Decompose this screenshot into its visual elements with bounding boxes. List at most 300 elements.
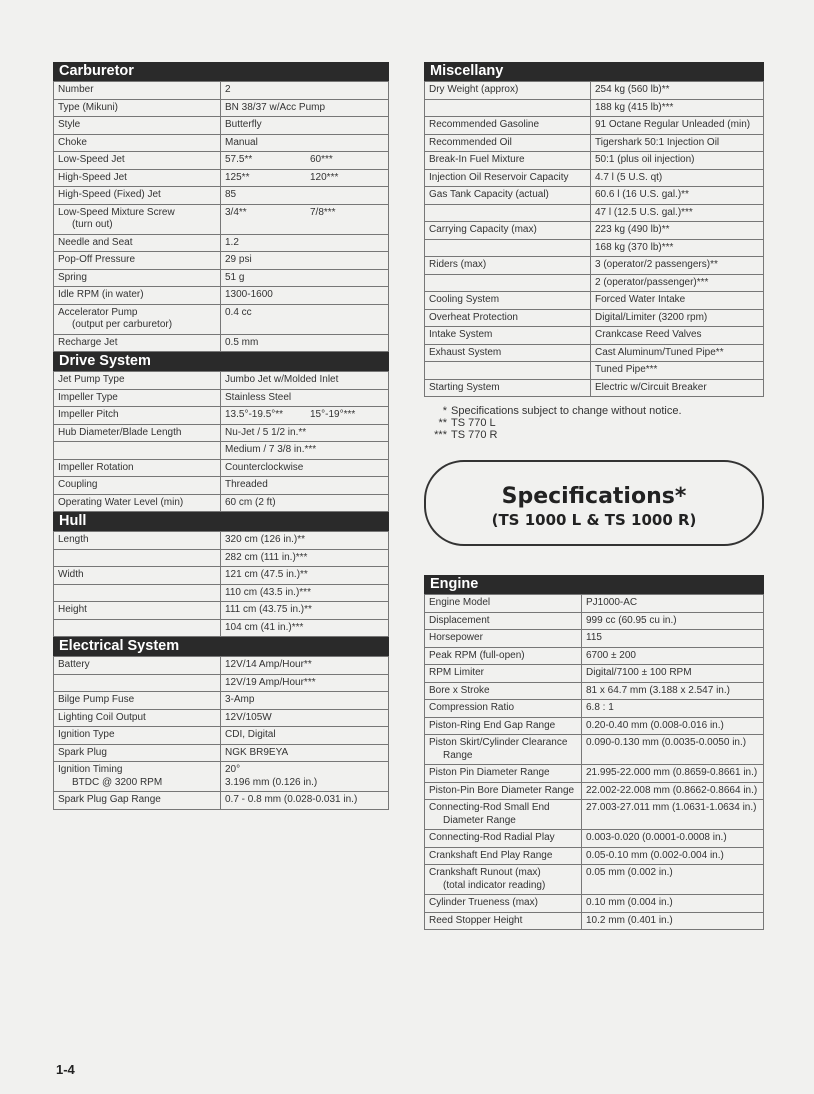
spec-value-alt: 60*** (310, 154, 333, 165)
spec-label-cell (54, 657, 221, 675)
spec-label-cell (54, 619, 221, 637)
spec-value-cell (591, 82, 764, 100)
spec-value: Forced Water Intake (595, 294, 686, 305)
electrical-section (53, 637, 389, 810)
spec-label: Riders (max) (429, 259, 487, 270)
spec-label: Exhaust System (429, 346, 502, 358)
spec-value-cell (591, 222, 764, 240)
spec-value-cell (591, 292, 764, 310)
electrical-table (53, 656, 389, 810)
spec-label-cell (425, 717, 582, 735)
table-row (54, 234, 389, 252)
spec-value: Nu-Jet / 5 1/2 in.** (225, 426, 307, 438)
spec-label: Connecting-Rod Radial Play (429, 832, 555, 843)
spec-value-cell (591, 362, 764, 380)
spec-value: 60.6 l (16 U.S. gal.)** (595, 189, 689, 200)
table-row (425, 830, 764, 848)
spec-value-cell (221, 584, 389, 602)
spec-value-alt: 120*** (310, 171, 339, 183)
spec-value: 3-Amp (225, 694, 255, 705)
spec-label-cell (54, 494, 221, 512)
spec-value-cell (221, 407, 389, 425)
spec-value: 51 g (225, 271, 245, 283)
spec-label-cell (425, 327, 591, 345)
spec-label: Type (Mikuni) (58, 101, 119, 113)
spec-label: Battery (58, 659, 90, 670)
spec-label-sub: Range (443, 749, 473, 761)
table-row (425, 865, 764, 895)
spec-value-cell (591, 344, 764, 362)
spec-label-cell (425, 830, 582, 848)
table-row (54, 424, 389, 442)
spec-value-cell (591, 117, 764, 135)
table-row (54, 532, 389, 550)
spec-label-cell (425, 117, 591, 135)
engine-table (424, 594, 764, 930)
table-row (54, 117, 389, 135)
specifications-title: Specifications* (501, 484, 687, 509)
table-row (425, 327, 764, 345)
spec-label-cell (425, 292, 591, 310)
table-row (425, 292, 764, 310)
spec-value: 50:1 (plus oil injection) (595, 154, 695, 165)
spec-value-cell (582, 782, 764, 800)
spec-value: 104 cm (41 in.)*** (225, 621, 304, 633)
table-row (54, 389, 389, 407)
spec-value: 60 cm (2 ft) (225, 496, 276, 508)
spec-value-cell (591, 187, 764, 205)
spec-value-cell (221, 134, 389, 152)
spec-label: Low-Speed Mixture Screw (58, 206, 175, 218)
spec-label-cell (54, 424, 221, 442)
spec-label: Crankshaft End Play Range (429, 849, 553, 861)
table-row (425, 309, 764, 327)
spec-label-cell (425, 309, 591, 327)
hull-table (53, 531, 389, 637)
spec-value: 81 x 64.7 mm (3.188 x 2.547 in.) (586, 684, 730, 696)
spec-label-cell (54, 252, 221, 270)
spec-value: 27.003-27.011 mm (1.0631-1.0634 in.) (586, 802, 757, 813)
table-row (425, 847, 764, 865)
table-row (54, 744, 389, 762)
table-row (425, 274, 764, 292)
spec-label-cell (425, 169, 591, 187)
spec-value: 21.995-22.000 mm (0.8659-0.8661 in.) (586, 767, 758, 778)
spec-label-cell (425, 274, 591, 292)
spec-label-cell (425, 647, 582, 665)
spec-label-cell (54, 567, 221, 585)
table-row (54, 567, 389, 585)
spec-label-cell (425, 82, 591, 100)
spec-value: 13.5°-19.5°** (225, 409, 284, 420)
spec-label-cell (54, 727, 221, 745)
table-row (54, 334, 389, 352)
table-row (54, 99, 389, 117)
spec-value: 999 cc (60.95 cu in.) (586, 614, 677, 626)
spec-label-sub: (turn out) (72, 219, 113, 230)
table-row (425, 630, 764, 648)
spec-label-cell (425, 99, 591, 117)
table-row (54, 304, 389, 334)
table-row (425, 700, 764, 718)
table-row (425, 117, 764, 135)
spec-value-cell (582, 765, 764, 783)
section-heading: Hull (53, 512, 389, 531)
section-heading: Miscellany (424, 62, 764, 81)
spec-label-sub: (output per carburetor) (72, 319, 173, 330)
footnote-mark: *** (434, 429, 447, 441)
drive-section (53, 352, 389, 512)
spec-label: Gas Tank Capacity (actual) (429, 189, 549, 200)
spec-value-cell (221, 692, 389, 710)
spec-value-cell (221, 372, 389, 390)
table-row (54, 82, 389, 100)
spec-label: Idle RPM (in water) (58, 289, 144, 300)
table-row (425, 99, 764, 117)
spec-value: Counterclockwise (225, 461, 304, 473)
spec-value-cell (591, 327, 764, 345)
table-row (425, 765, 764, 783)
spec-value: 0.5 mm (225, 336, 259, 348)
spec-value: PJ1000-AC (586, 597, 638, 608)
spec-value: 12V/19 Amp/Hour*** (225, 676, 316, 688)
spec-value-cell (221, 82, 389, 100)
spec-value: 57.5** (225, 154, 253, 165)
spec-label: High-Speed Jet (58, 171, 127, 183)
table-row (425, 912, 764, 930)
footnote-mark: * (442, 405, 447, 417)
spec-label-cell (425, 800, 582, 830)
table-row (54, 619, 389, 637)
table-row (54, 187, 389, 205)
spec-label: Ignition Type (58, 729, 115, 740)
footnote (427, 405, 682, 417)
spec-value-cell (221, 494, 389, 512)
specifications-subtitle: (TS 1000 L & TS 1000 R) (491, 511, 697, 529)
spec-label-cell (54, 762, 221, 792)
table-row (54, 269, 389, 287)
spec-label: Compression Ratio (429, 702, 515, 713)
spec-label-cell (54, 792, 221, 810)
spec-label: Cylinder Trueness (max) (429, 897, 538, 908)
spec-value-cell (221, 99, 389, 117)
spec-value: 320 cm (126 in.)** (225, 534, 306, 545)
spec-label-cell (425, 612, 582, 630)
spec-value-cell (221, 304, 389, 334)
spec-label: Lighting Coil Output (58, 711, 146, 723)
table-row (54, 494, 389, 512)
spec-label: Height (58, 604, 87, 615)
spec-value-cell (591, 309, 764, 327)
spec-value: 47 l (12.5 U.S. gal.)*** (595, 206, 693, 218)
spec-label: Starting System (429, 381, 500, 393)
spec-value: 6700 ± 200 (586, 649, 636, 661)
spec-label-cell (425, 379, 591, 397)
spec-value: 0.20-0.40 mm (0.008-0.016 in.) (586, 719, 724, 731)
spec-value: Medium / 7 3/8 in.*** (225, 444, 317, 455)
spec-label: Crankshaft Runout (max) (429, 867, 541, 878)
footnote-text: TS 770 R (451, 429, 498, 441)
spec-value: 115 (586, 632, 602, 643)
spec-value: BN 38/37 w/Acc Pump (225, 101, 326, 113)
spec-value-cell (582, 700, 764, 718)
spec-value-cell (582, 800, 764, 830)
spec-label-cell (425, 847, 582, 865)
spec-value-cell (582, 665, 764, 683)
table-row (425, 379, 764, 397)
spec-value-cell (221, 477, 389, 495)
spec-label: Low-Speed Jet (58, 154, 125, 165)
spec-value: 168 kg (370 lb)*** (595, 241, 674, 253)
spec-value: 0.7 - 0.8 mm (0.028-0.031 in.) (225, 794, 358, 805)
spec-label-cell (54, 134, 221, 152)
spec-label-cell (425, 362, 591, 380)
spec-label: Recommended Oil (429, 136, 512, 148)
spec-value-cell (221, 744, 389, 762)
spec-label: Horsepower (429, 632, 483, 643)
spec-value-cell (221, 459, 389, 477)
table-row (425, 682, 764, 700)
spec-label: Spark Plug (58, 746, 107, 758)
spec-label-cell (54, 602, 221, 620)
spec-label: Peak RPM (full-open) (429, 649, 525, 661)
footnote-mark: ** (438, 417, 447, 429)
spec-value-pair (225, 409, 384, 422)
spec-value-cell (221, 792, 389, 810)
spec-value-cell (582, 735, 764, 765)
spec-label: Dry Weight (approx) (429, 84, 519, 95)
spec-value-cell (221, 567, 389, 585)
spec-value-cell (221, 187, 389, 205)
spec-value: NGK BR9EYA (225, 746, 289, 758)
spec-value: 0.003-0.020 (0.0001-0.0008 in.) (586, 832, 727, 843)
spec-value: 3/4** (225, 206, 247, 218)
spec-label: High-Speed (Fixed) Jet (58, 189, 161, 200)
spec-value-cell (221, 389, 389, 407)
spec-value: 12V/105W (225, 711, 272, 723)
spec-value-cell (221, 287, 389, 305)
table-row (425, 187, 764, 205)
spec-label-cell (425, 782, 582, 800)
spec-value-cell (221, 269, 389, 287)
spec-label: Pop-Off Pressure (58, 254, 136, 265)
spec-value: Threaded (225, 479, 268, 490)
table-row (54, 442, 389, 460)
spec-value: Cast Aluminum/Tuned Pipe** (595, 346, 724, 358)
spec-label-cell (54, 82, 221, 100)
spec-value-cell (591, 152, 764, 170)
spec-value-cell (221, 252, 389, 270)
footnote (427, 417, 682, 429)
spec-label-cell (425, 134, 591, 152)
spec-label-sub: BTDC @ 3200 RPM (72, 776, 163, 788)
spec-label-cell (425, 187, 591, 205)
spec-label: Connecting-Rod Small End (429, 802, 550, 813)
spec-value-alt: 15°-19°*** (310, 409, 356, 420)
spec-label-cell (425, 204, 591, 222)
spec-value: 20° (225, 764, 241, 775)
spec-label: Spring (58, 271, 87, 283)
spec-value-cell (221, 657, 389, 675)
spec-value-cell (221, 709, 389, 727)
spec-label: Impeller Rotation (58, 461, 134, 473)
spec-value: 22.002-22.008 mm (0.8662-0.8664 in.) (586, 784, 758, 796)
spec-value-cell (582, 682, 764, 700)
spec-value-alt: 7/8*** (310, 206, 336, 218)
spec-value-pair (225, 207, 384, 220)
spec-value-cell (221, 532, 389, 550)
table-row (425, 82, 764, 100)
spec-label: Displacement (429, 614, 490, 626)
table-row (425, 800, 764, 830)
table-row (425, 257, 764, 275)
spec-label-cell (54, 744, 221, 762)
carburetor-section (53, 62, 389, 352)
spec-label: Ignition Timing (58, 764, 123, 775)
spec-value-cell (591, 99, 764, 117)
spec-value-cell (582, 830, 764, 848)
spec-label-cell (54, 407, 221, 425)
spec-value-cell (582, 847, 764, 865)
spec-label: Break-In Fuel Mixture (429, 154, 525, 165)
spec-label-cell (425, 765, 582, 783)
spec-label: Piston-Pin Bore Diameter Range (429, 784, 575, 796)
spec-label: Carrying Capacity (max) (429, 224, 537, 235)
spec-value: 111 cm (43.75 in.)** (225, 604, 312, 615)
spec-label: Style (58, 119, 81, 130)
table-row (425, 895, 764, 913)
spec-value: 4.7 l (5 U.S. qt) (595, 171, 663, 183)
spec-label: Needle and Seat (58, 236, 133, 248)
table-row (54, 459, 389, 477)
spec-label-cell (425, 865, 582, 895)
spec-label-sub: Diameter Range (443, 814, 516, 826)
spec-label: Jet Pump Type (58, 374, 125, 385)
page-number: 1-4 (56, 1062, 75, 1077)
table-row (54, 549, 389, 567)
spec-value: Butterfly (225, 119, 262, 130)
table-row (54, 584, 389, 602)
spec-label: Piston Pin Diameter Range (429, 767, 550, 778)
spec-label: Coupling (58, 479, 98, 490)
spec-label-cell (425, 257, 591, 275)
spec-label-cell (54, 459, 221, 477)
table-row (54, 727, 389, 745)
spec-value-cell (221, 152, 389, 170)
table-row (54, 792, 389, 810)
table-row (54, 709, 389, 727)
spec-value-cell (221, 674, 389, 692)
spec-value: 85 (225, 189, 237, 200)
spec-value-cell (591, 239, 764, 257)
spec-label-cell (54, 674, 221, 692)
footnote (427, 429, 682, 441)
spec-label-cell (54, 334, 221, 352)
spec-label-cell (425, 682, 582, 700)
spec-value: Jumbo Jet w/Molded Inlet (225, 374, 339, 385)
spec-label-cell (54, 532, 221, 550)
spec-value: Digital/Limiter (3200 rpm) (595, 311, 708, 323)
right-column (424, 62, 764, 397)
table-row (425, 134, 764, 152)
spec-label: Piston Skirt/Cylinder Clearance (429, 737, 568, 748)
spec-label-cell (54, 709, 221, 727)
spec-value-cell (582, 647, 764, 665)
spec-value-cell (221, 424, 389, 442)
table-row (425, 362, 764, 380)
spec-label: Operating Water Level (min) (58, 496, 184, 508)
spec-label: Length (58, 534, 89, 545)
spec-value: 0.05 mm (0.002 in.) (586, 867, 673, 878)
specifications-banner (424, 460, 764, 546)
spec-label-cell (54, 584, 221, 602)
spec-value-cell (221, 442, 389, 460)
spec-value: 2 (operator/passenger)*** (595, 276, 709, 288)
spec-value: Electric w/Circuit Breaker (595, 381, 707, 393)
spec-value: Tigershark 50:1 Injection Oil (595, 136, 720, 148)
spec-label: Hub Diameter/Blade Length (58, 426, 182, 438)
spec-value-sub: 3.196 mm (0.126 in.) (225, 776, 318, 788)
footnotes (427, 405, 682, 441)
spec-label-cell (425, 630, 582, 648)
spec-label-cell (54, 372, 221, 390)
spec-value: Manual (225, 136, 258, 148)
spec-value-cell (582, 865, 764, 895)
spec-label-cell (425, 595, 582, 613)
spec-label: Bore x Stroke (429, 684, 490, 696)
spec-value: 121 cm (47.5 in.)** (225, 569, 308, 580)
spec-label: Impeller Pitch (58, 409, 119, 420)
spec-label: Overheat Protection (429, 311, 518, 323)
spec-value-cell (582, 595, 764, 613)
spec-label-cell (425, 222, 591, 240)
spec-value: 282 cm (111 in.)*** (225, 551, 308, 563)
spec-value-cell (221, 727, 389, 745)
spec-value: 12V/14 Amp/Hour** (225, 659, 312, 670)
spec-value: Tuned Pipe*** (595, 364, 658, 375)
spec-value: 254 kg (560 lb)** (595, 84, 670, 95)
spec-label-sub: (total indicator reading) (443, 879, 546, 891)
spec-label: Bilge Pump Fuse (58, 694, 135, 705)
spec-value-cell (582, 717, 764, 735)
spec-label-cell (54, 234, 221, 252)
miscellany-table (424, 81, 764, 397)
spec-value: 125** (225, 171, 250, 183)
table-row (425, 222, 764, 240)
spec-label-cell (425, 239, 591, 257)
spec-value: 188 kg (415 lb)*** (595, 101, 674, 113)
spec-label: Recommended Gasoline (429, 119, 540, 130)
table-row (425, 647, 764, 665)
spec-value-cell (221, 619, 389, 637)
spec-value: 0.05-0.10 mm (0.002-0.004 in.) (586, 849, 724, 861)
spec-label-cell (54, 304, 221, 334)
hull-section (53, 512, 389, 637)
spec-label-cell (425, 735, 582, 765)
table-row (425, 239, 764, 257)
spec-label: Reed Stopper Height (429, 914, 523, 926)
table-row (54, 152, 389, 170)
table-row (425, 204, 764, 222)
spec-value: 0.4 cc (225, 306, 252, 318)
spec-label: Accelerator Pump (58, 306, 138, 318)
table-row (54, 407, 389, 425)
spec-label: Intake System (429, 329, 493, 340)
spec-label-cell (425, 152, 591, 170)
spec-value: 6.8 : 1 (586, 702, 614, 713)
spec-value-cell (582, 912, 764, 930)
table-row (54, 674, 389, 692)
